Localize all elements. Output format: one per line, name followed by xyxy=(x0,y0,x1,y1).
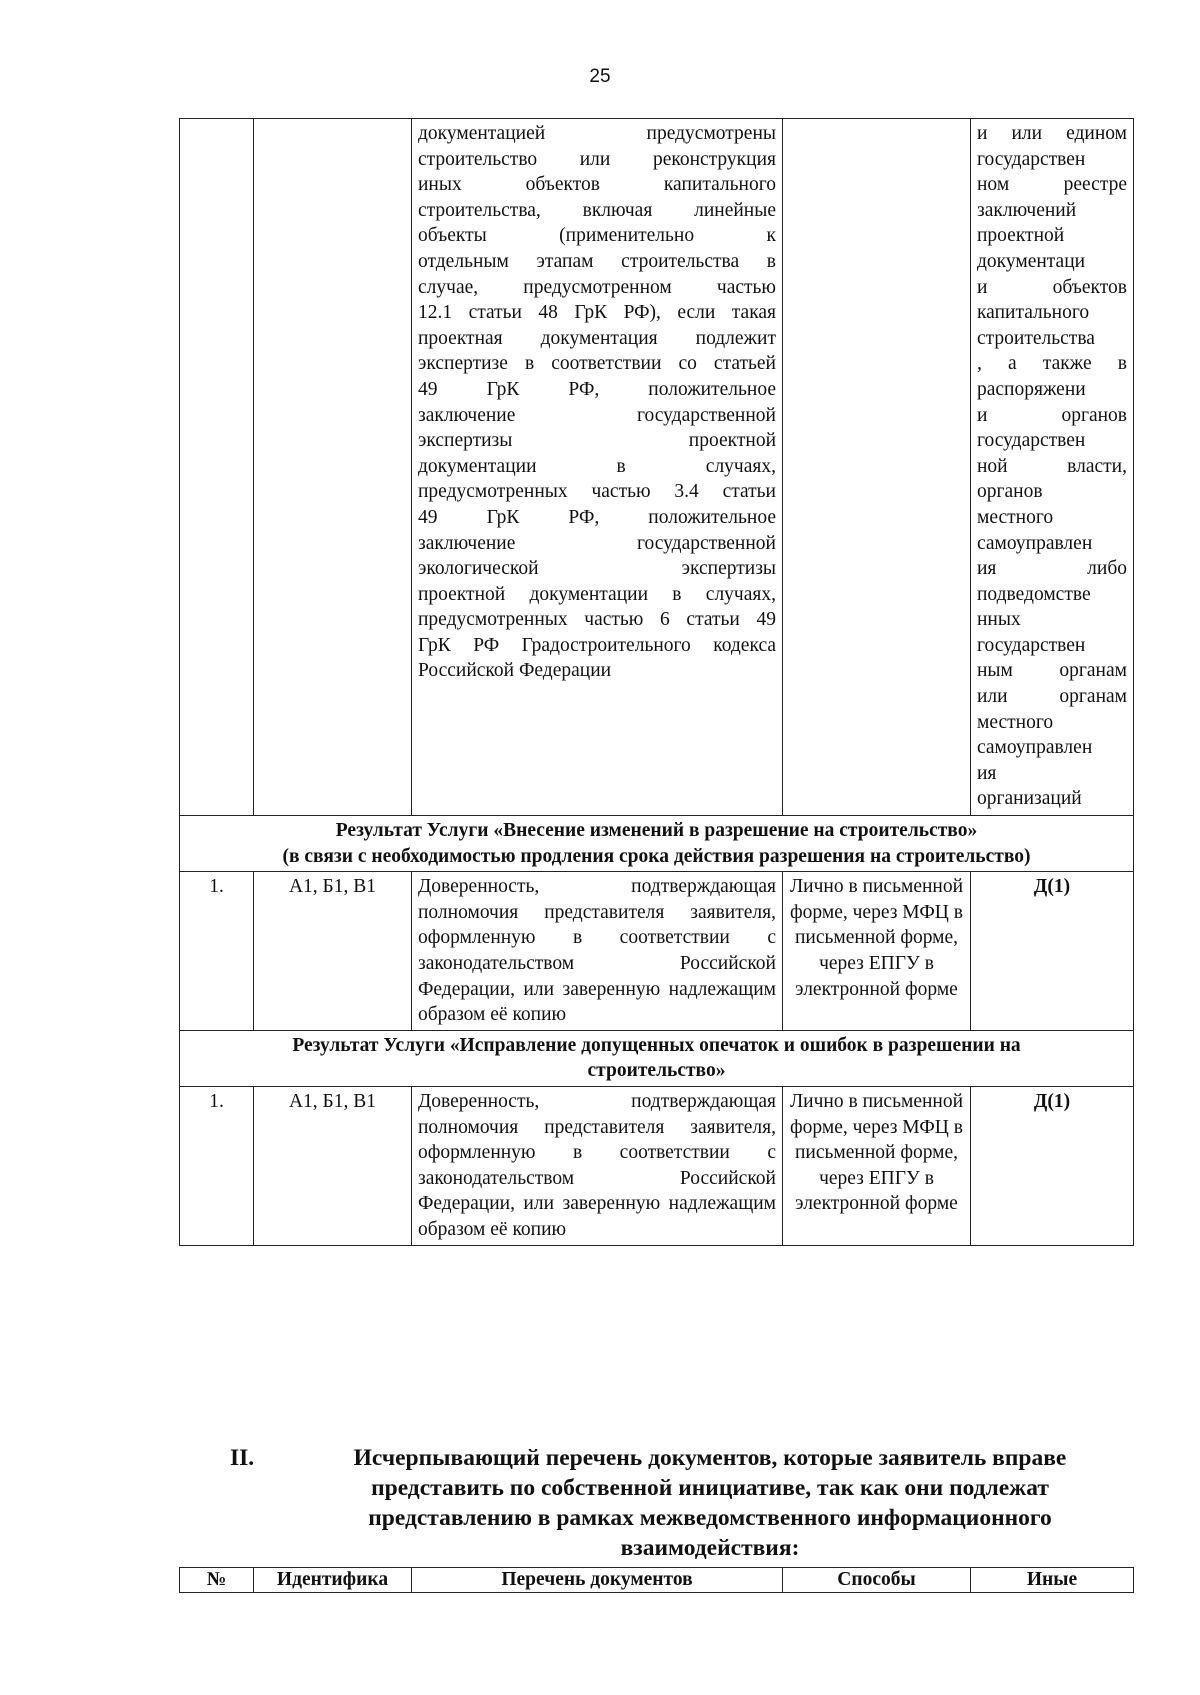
text-line: организаций xyxy=(977,788,1082,810)
text-line: экологической экспертизы xyxy=(418,558,776,580)
text-line: заключение государственной xyxy=(418,404,776,426)
row-method: Лично в письменной форме, через МФЦ в письменной форме, через ЕПГУ в электронной форме xyxy=(783,1086,971,1245)
text-line: подведомстве xyxy=(977,583,1091,605)
table-row xyxy=(180,1086,1134,1245)
text-line: капитального xyxy=(977,302,1090,324)
text-line: самоуправлен xyxy=(977,532,1093,554)
cell-other xyxy=(971,119,1134,816)
cell-document-list xyxy=(412,119,783,816)
page-number: 25 xyxy=(589,66,611,87)
text-line: предусмотренных частью 6 статьи 49 xyxy=(418,609,776,631)
text-line: отдельным этапам строительства в xyxy=(418,250,776,272)
section-title-line: Результат Услуги «Внесение изменений в разрешение на строительство» xyxy=(335,820,978,841)
text-line: строительства xyxy=(977,327,1095,349)
row-other: Д(1) xyxy=(971,872,1134,1031)
text-line: иных объектов капитального xyxy=(418,174,776,196)
text-line: местного xyxy=(977,506,1054,528)
text-line: или органам xyxy=(977,686,1127,708)
text-line: 49 ГрК РФ, положительное xyxy=(418,378,776,400)
text-line: проектной документации в случаях, xyxy=(418,583,776,605)
section-title-line: (в связи с необходимостью продления срока действия разрешения на строительство) xyxy=(282,845,1031,867)
text-line: самоуправлен xyxy=(977,737,1093,759)
text-line: 12.1 статьи 48 ГрК РФ), если такая xyxy=(418,302,776,324)
row-document: Доверенность, подтверждающая полномочия представителя заявителя, оформленную в соответствии с законодательством Российской Федерации, или заверенную надлежащим образом её копию xyxy=(412,1086,783,1245)
text-line: , а также в xyxy=(977,353,1127,375)
continuation-row xyxy=(180,119,1134,816)
text-line: объекты (применительно к xyxy=(418,225,776,247)
row-method: Лично в письменной форме, через МФЦ в письменной форме, через ЕПГУ в электронной форме xyxy=(783,872,971,1031)
cell-identifier xyxy=(254,119,412,816)
header-col-number: № xyxy=(180,1568,254,1593)
text-line: ГрК РФ Градостроительного кодекса xyxy=(418,634,776,656)
text-line: 49 ГрК РФ, положительное xyxy=(418,506,776,528)
text-line: документаци xyxy=(977,250,1086,272)
header-col-identifier: Идентифика xyxy=(254,1568,412,1593)
text-line: проектная документация подлежит xyxy=(418,327,776,349)
text-line: органов xyxy=(977,481,1043,503)
text-line: Российской Федерации xyxy=(418,660,612,682)
text-line: государствен xyxy=(977,148,1086,170)
section-title xyxy=(180,816,1134,872)
text-line: предусмотренных частью 3.4 статьи xyxy=(418,481,776,503)
section-title-line: строительство» xyxy=(587,1060,726,1082)
row-other: Д(1) xyxy=(971,1086,1134,1245)
text-line: проектной xyxy=(977,225,1065,247)
text-line: случае, предусмотренном частью xyxy=(418,276,776,298)
text-line: государствен xyxy=(977,430,1086,452)
text-line: ной власти, xyxy=(977,455,1127,477)
section-heading-number: II. xyxy=(230,1445,255,1471)
text-line: документацией предусмотрены xyxy=(418,123,776,144)
row-identifier: А1, Б1, В1 xyxy=(254,1086,412,1245)
text-line: ия либо xyxy=(977,558,1127,580)
text-line: местного xyxy=(977,711,1054,733)
cell-method xyxy=(783,119,971,816)
text-line: ным органам xyxy=(977,660,1127,682)
section-heading-text: Исчерпывающий перечень документов, которые заявитель вправе представить по собственной инициативе, так как они подлежат представлению в рамках межведомственного информационного взаимодействия: xyxy=(353,1445,1067,1561)
section-title-line: Результат Услуги «Исправление допущенных опечаток и ошибок в разрешении на xyxy=(292,1034,1021,1056)
section-title xyxy=(180,1030,1134,1086)
text-line: и объектов xyxy=(977,276,1127,298)
header-col-methods: Способы xyxy=(783,1568,971,1593)
section-title-row xyxy=(180,1030,1134,1086)
text-line: заключение государственной xyxy=(418,532,776,554)
text-line: ия xyxy=(977,762,997,784)
documents-table xyxy=(179,118,1134,1246)
table-row xyxy=(180,872,1134,1031)
text-line: ном реестре xyxy=(977,174,1127,196)
text-line: строительства, включая линейные xyxy=(418,199,776,221)
next-table-header xyxy=(179,1567,1134,1593)
text-line: документации в случаях, xyxy=(418,455,776,477)
header-row xyxy=(180,1568,1134,1593)
row-identifier: А1, Б1, В1 xyxy=(254,872,412,1031)
text-line: заключений xyxy=(977,199,1077,221)
text-line: экспертизе в соответствии со статьей xyxy=(418,353,776,375)
text-line: нных xyxy=(977,609,1021,631)
text-line: строительство или реконструкция xyxy=(418,148,776,170)
text-line: государствен xyxy=(977,634,1086,656)
text-line: экспертизы проектной xyxy=(418,430,776,452)
row-number: 1. xyxy=(180,1086,254,1245)
row-number: 1. xyxy=(180,872,254,1031)
cell-number xyxy=(180,119,254,816)
header-col-other: Иные xyxy=(971,1568,1134,1593)
header-col-documents: Перечень документов xyxy=(412,1568,783,1593)
row-document: Доверенность, подтверждающая полномочия представителя заявителя, оформленную в соответствии с законодательством Российской Федерации, или заверенную надлежащим образом её копию xyxy=(412,872,783,1031)
section-heading xyxy=(230,1443,1110,1563)
text-line: и или едином xyxy=(977,123,1127,144)
text-line: и органов xyxy=(977,404,1127,426)
section-title-row xyxy=(180,816,1134,872)
text-line: распоряжени xyxy=(977,378,1086,400)
